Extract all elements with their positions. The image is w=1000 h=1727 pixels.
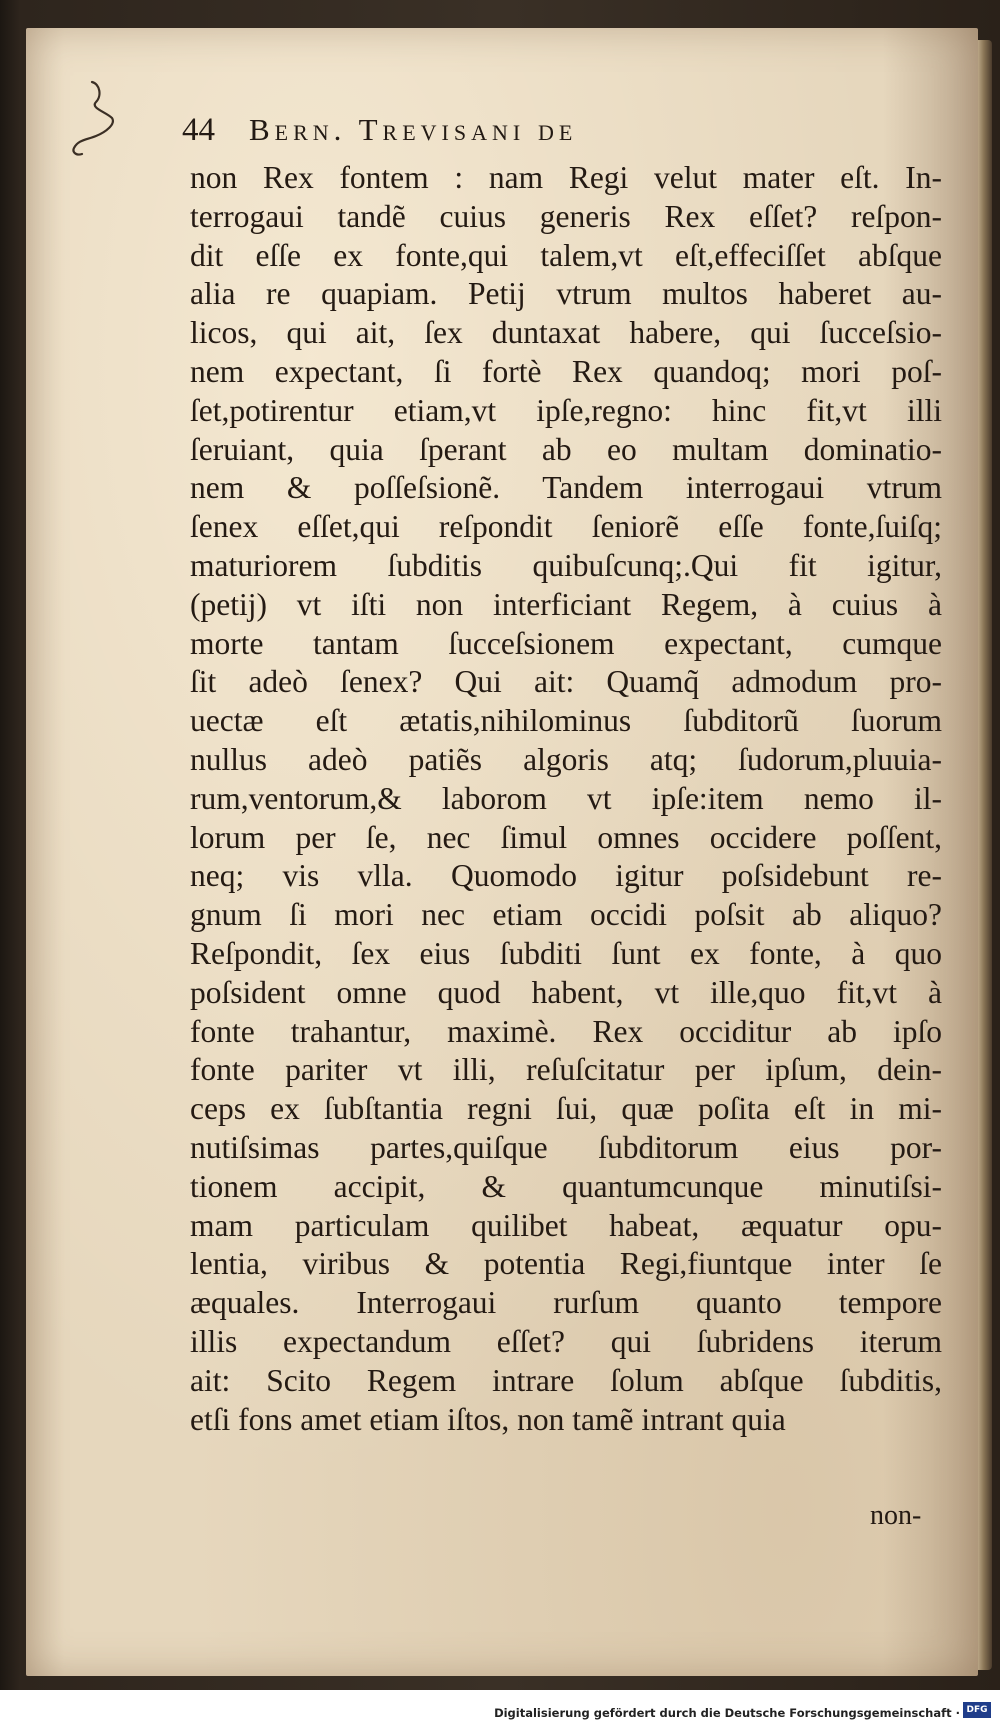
text-line: lentia, viribus & potentia Regi,fiuntque inter ſe [190, 1246, 942, 1282]
text-line: nem expectant, ſi fortè Rex quandoq; mori poſ- [190, 353, 942, 389]
text-line: gnum ſi mori nec etiam occidi poſsit ab aliquo? [190, 897, 942, 933]
text-line: nutiſsimas partes,quiſque ſubditorum eius por- [190, 1129, 942, 1165]
text-line: maturiorem ſubditis quibuſcunq;.Qui fit igitur, [190, 547, 942, 583]
text-line: non Rex fontem : nam Regi velut mater eſt. In- [190, 160, 942, 195]
text-line: rum,ventorum,& laborom vt ipſe:item nemo il- [190, 780, 942, 816]
text-line: æquales. Interrogaui rurſum quanto tempore [190, 1285, 942, 1321]
text-line: terrogaui tandẽ cuius generis Rex eſſet? reſpon- [190, 198, 942, 234]
text-line: tionem accipit, & quantumcunque minutiſsi- [190, 1168, 942, 1204]
text-line: nem & poſſeſsionẽ. Tandem interrogaui vtrum [190, 470, 942, 506]
body-text [190, 159, 950, 1529]
text-line: morte tantam ſucceſsionem expectant, cumque [190, 625, 942, 661]
text-line: Reſpondit, ſex eius ſubditi ſunt ex fonte, à quo [190, 935, 942, 971]
text-line: etſi fons amet etiam iſtos, non tamẽ intrant quia [190, 1401, 786, 1437]
text-line: alia re quapiam. Petij vtrum multos haberet au- [190, 276, 942, 312]
dfg-logo: DFG [963, 1702, 991, 1718]
catchword: non- [870, 1500, 922, 1531]
text-line: nullus adeò patiẽs algoris atq; ſudorum,pluuia- [190, 741, 942, 777]
text-line: ſit adeò ſenex? Qui ait: Quamq̃ admodum pro- [190, 664, 942, 700]
text-line: ſeruiant, quia ſperant ab eo multam dominatio- [190, 431, 942, 467]
digitization-credit: Digitalisierung gefördert durch die Deutsche Forschungsgemeinschaft · [494, 1706, 960, 1720]
running-title: Bern. Trevisani de [249, 112, 578, 147]
text-line: ſet,potirentur etiam,vt ipſe,regno: hinc fit,vt illi [190, 392, 942, 428]
text-line: ceps ex ſubſtantia regni ſui, quæ poſita eſt in mi- [190, 1091, 942, 1127]
text-line: (petij) vt iſti non interficiant Regem, à cuius à [190, 586, 942, 622]
text-line: neq; vis vlla. Quomodo igitur poſsidebunt re- [190, 858, 942, 894]
text-line: licos, qui ait, ſex duntaxat habere, qui ſucceſsio- [190, 315, 942, 351]
text-line: uectæ eſt ætatis,nihilominus ſubditorũ ſuorum [190, 703, 942, 739]
text-line: poſsident omne quod habent, vt ille,quo fit,vt à [190, 974, 942, 1010]
text-line: ſenex eſſet,qui reſpondit ſeniorẽ eſſe fonte,ſuiſq; [190, 509, 942, 545]
page-edge [978, 40, 992, 1670]
running-head [182, 110, 822, 150]
text-line: dit eſſe ex fonte,qui talem,vt eſt,effeciſſet abſque [190, 237, 942, 273]
pencil-annotation-mark [66, 78, 126, 178]
text-line: mam particulam quilibet habeat, æquatur opu- [190, 1207, 942, 1243]
text-line: fonte pariter vt illi, reſuſcitatur per ipſum, dein- [190, 1052, 942, 1088]
text-line: ait: Scito Regem intrare ſolum abſque ſubditis, [190, 1362, 942, 1398]
text-line: illis expectandum eſſet? qui ſubridens iterum [190, 1323, 942, 1359]
page-number: 44 [182, 111, 215, 148]
text-line: lorum per ſe, nec ſimul omnes occidere poſſent, [190, 819, 942, 855]
text-line: fonte trahantur, maximè. Rex occiditur ab ipſo [190, 1013, 942, 1049]
